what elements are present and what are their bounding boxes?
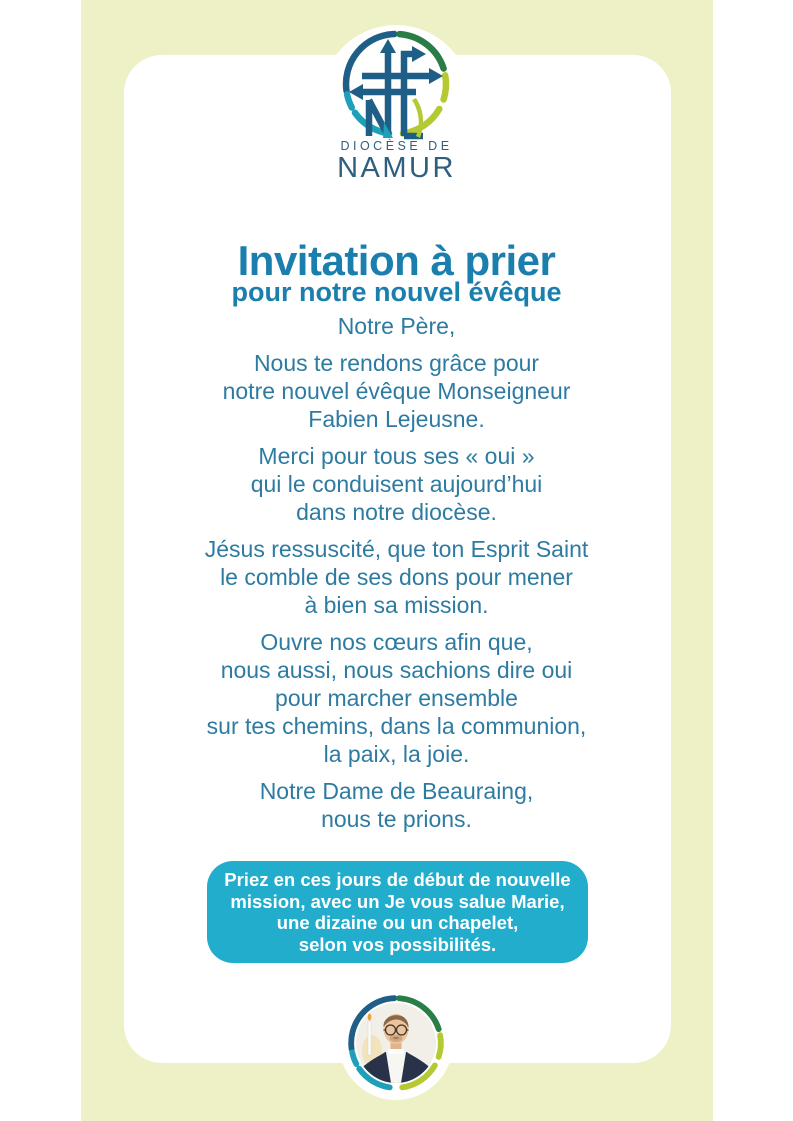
prayer-paragraph: Nous te rendons grâce pour notre nouvel évêque Monseigneur Fabien Lejeusne.: [222, 350, 571, 432]
prayer-text: [144, 312, 649, 842]
page-subtitle: pour notre nouvel évêque: [231, 277, 562, 308]
diocese-wordmark-line1: DIOCÈSE DE: [340, 139, 453, 153]
bishop-portrait: [356, 1003, 436, 1083]
prayer-paragraph: Merci pour tous ses « oui » qui le conduisent aujourd’hui dans notre diocèse.: [250, 443, 543, 525]
page-title: Invitation à prier: [237, 237, 556, 285]
prayer-paragraph: Notre Dame de Beauraing, nous te prions.: [259, 778, 534, 832]
prayer-paragraph: Notre Père,: [337, 313, 456, 339]
diocese-wordmark-line2: NAMUR: [337, 152, 456, 184]
prayer-callout: Priez en ces jours de début de nouvelle mission, avec un Je vous salue Marie, une dizaine ou un chapelet, selon vos possibilités.: [207, 861, 588, 963]
prayer-paragraph: Ouvre nos cœurs afin que, nous aussi, nous sachions dire oui pour marcher ensemble sur tes chemins, dans la communion, la paix, la joie.: [206, 629, 587, 767]
diocese-namur-logo-icon: [338, 26, 454, 142]
prayer-paragraph: Jésus ressuscité, que ton Esprit Saint le comble de ses dons pour mener à bien sa mission.: [204, 536, 589, 618]
